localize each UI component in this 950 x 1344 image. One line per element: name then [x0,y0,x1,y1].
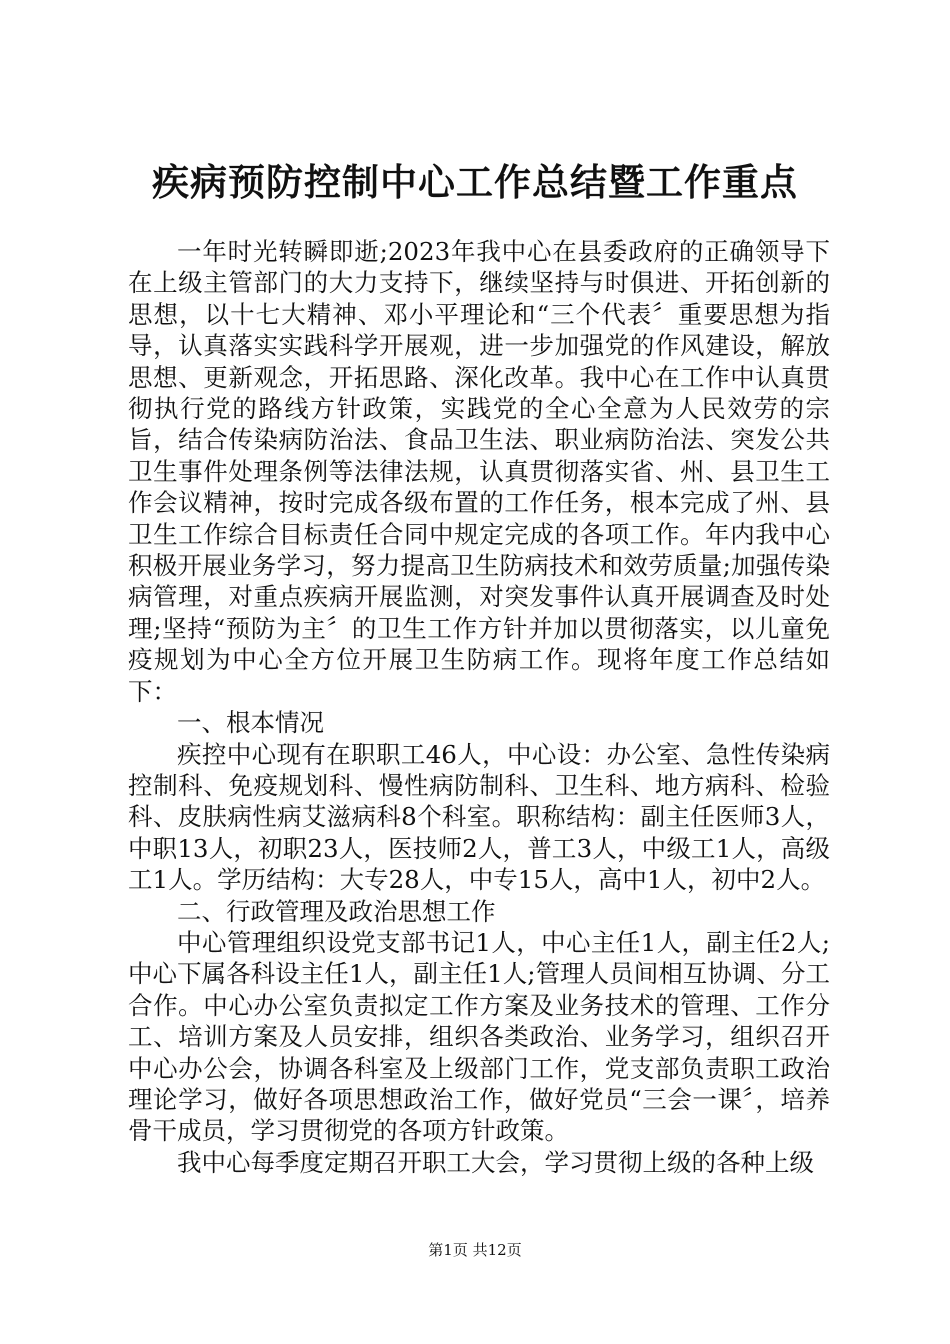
management-paragraph: 中心管理组织设党支部书记1人，中心主任1人，副主任2人;中心下属各科设主任1人，副主任1人;管理人员间相互协调、分工合作。中心办公室负责拟定工作方案及业务技术的管理、工作分工、培训方案及人员安排，组织各类政治、业务学习，组织召开中心办公会，协调各科室及上级部门工作，党支部负责职工政治理论学习，做好各项思想政治工作，做好党员“三会一课〞，培养骨干成员，学习贯彻党的各项方针政策。 [128,927,830,1146]
staff-paragraph: 疾控中心现有在职职工46人，中心设：办公室、急性传染病控制科、免疫规划科、慢性病防制科、卫生科、地方病科、检验科、皮肤病性病艾滋病科8个科室。职称结构：副主任医师3人，中职13人，初职23人，医技师2人，普工3人，中级工1人，高级工1人。学历结构：大专28人，中专15人，高中1人，初中2人。 [128,739,830,895]
section-heading-administration: 二、行政管理及政治思想工作 [177,896,496,926]
page-number-footer: 第1页 共12页 [428,1241,522,1259]
document-title: 疾病预防控制中心工作总结暨工作重点 [152,160,798,204]
meeting-paragraph: 我中心每季度定期召开职工大会，学习贯彻上级的各种上级 [177,1147,814,1177]
intro-paragraph: 一年时光转瞬即逝;2023年我中心在县委政府的正确领导下在上级主管部门的大力支持下，继续坚持与时俱进、开拓创新的思想，以十七大精神、邓小平理论和“三个代表〞重要思想为指导，认真落实实践科学开展观，进一步加强党的作风建设，解放思想、更新观念，开拓思路、深化改革。我中心在工作中认真贯彻执行党的路线方针政策，实践党的全心全意为人民效劳的宗旨，结合传染病防治法、食品卫生法、职业病防治法、突发公共卫生事件处理条例等法律法规，认真贯彻落实省、州、县卫生工作会议精神，按时完成各级布置的工作任务，根本完成了州、县卫生工作综合目标责任合同中规定完成的各项工作。年内我中心积极开展业务学习，努力提高卫生防病技术和效劳质量;加强传染病管理，对重点疾病开展监测，对突发事件认真开展调查及时处理;坚持“预防为主〞的卫生工作方针并加以贯彻落实，以儿童免疫规划为中心全方位开展卫生防病工作。现将年度工作总结如下： [128,237,830,706]
section-heading-basic-situation: 一、根本情况 [177,708,324,738]
document-body [128,236,830,1178]
